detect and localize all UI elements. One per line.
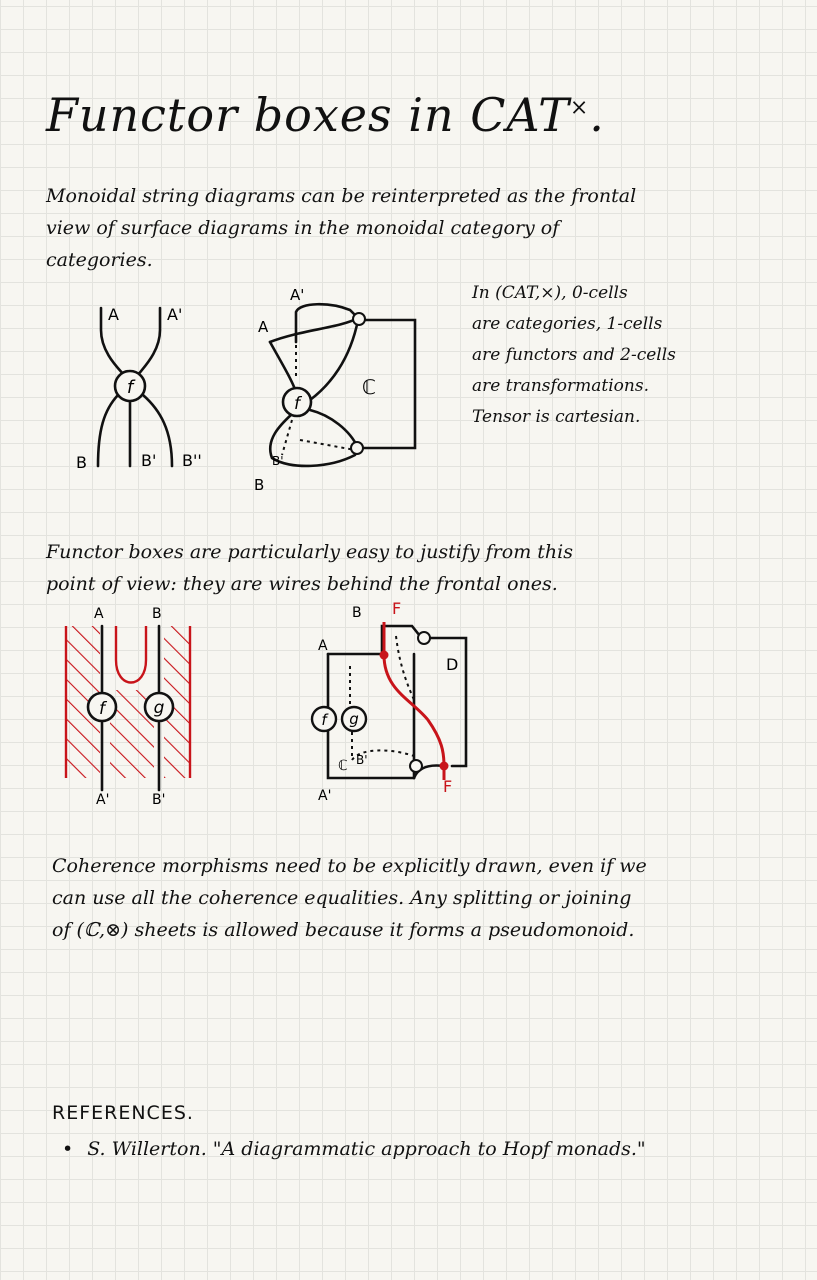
- label-top-f-4: F: [392, 599, 402, 618]
- tensor-node-bottom-4: [410, 760, 422, 772]
- label-inner-b: B': [272, 454, 284, 468]
- label-bottom-mid: B': [141, 451, 157, 470]
- label-bottom: B: [254, 476, 265, 494]
- title-text: Functor boxes in CAT: [46, 88, 570, 142]
- label-left-a-4: A: [318, 638, 328, 654]
- top-back-sheet: [382, 626, 420, 654]
- label-bottom-a-3: A': [96, 792, 110, 808]
- label-top-b-3: B: [152, 606, 162, 622]
- red-dot-top: [380, 651, 389, 660]
- label-top-right: A': [167, 305, 183, 324]
- side-note: In (CAT,×), 0-cells are categories, 1-cells are functors and 2-cells are transformations. Tensor is cartesian.: [472, 283, 676, 427]
- label-bottom-a-4: A': [318, 788, 332, 804]
- functor-boxes-paragraph: Functor boxes are particularly easy to justify from this point of view: they are wires behind the frontal ones.: [46, 541, 573, 595]
- red-dot-bottom: [440, 762, 449, 771]
- bullet-icon: •: [62, 1138, 74, 1160]
- label-top-left: A: [108, 305, 119, 324]
- label-top-b-4: B: [352, 605, 362, 621]
- reference-text: S. Willerton. "A diagrammatic approach to Hopf monads.": [87, 1138, 646, 1160]
- label-top: A': [290, 286, 305, 304]
- title-period: .: [589, 88, 605, 142]
- node-f-label: f: [126, 377, 134, 398]
- label-left: A: [258, 318, 269, 336]
- node-g-label-4: g: [349, 710, 359, 728]
- tensor-node-top-4: [418, 632, 430, 644]
- label-bottom-f-4: F: [443, 777, 453, 796]
- coherence-paragraph: Coherence morphisms need to be explicitly drawn, even if we can use all the coherence equalities. Any splitting or joining of (ℂ,⊗) sheets is allowed because it forms a pseudomonoid.: [52, 855, 647, 941]
- node-f-label-2: f: [294, 394, 300, 414]
- node-f-label-4: f: [321, 711, 327, 729]
- label-category-d: D: [446, 655, 459, 674]
- label-category-c-4: ℂ: [338, 758, 348, 774]
- node-f-label-3: f: [99, 699, 105, 719]
- label-bottom-left: B: [76, 453, 87, 472]
- node-g-label-3: g: [153, 698, 165, 718]
- intro-paragraph: Monoidal string diagrams can be reinterpreted as the frontal view of surface diagrams in the monoidal category of categories.: [46, 185, 637, 271]
- label-category-c: ℂ: [362, 375, 376, 399]
- reference-item: [62, 1138, 782, 1160]
- label-bottom-right: B'': [182, 451, 202, 470]
- label-bottom-b-3: B': [152, 792, 166, 808]
- title-superscript: ×: [569, 95, 590, 121]
- label-top-a-3: A: [94, 606, 104, 622]
- label-inner-b-4: B': [356, 753, 368, 767]
- references-heading: REFERENCES.: [52, 1102, 194, 1124]
